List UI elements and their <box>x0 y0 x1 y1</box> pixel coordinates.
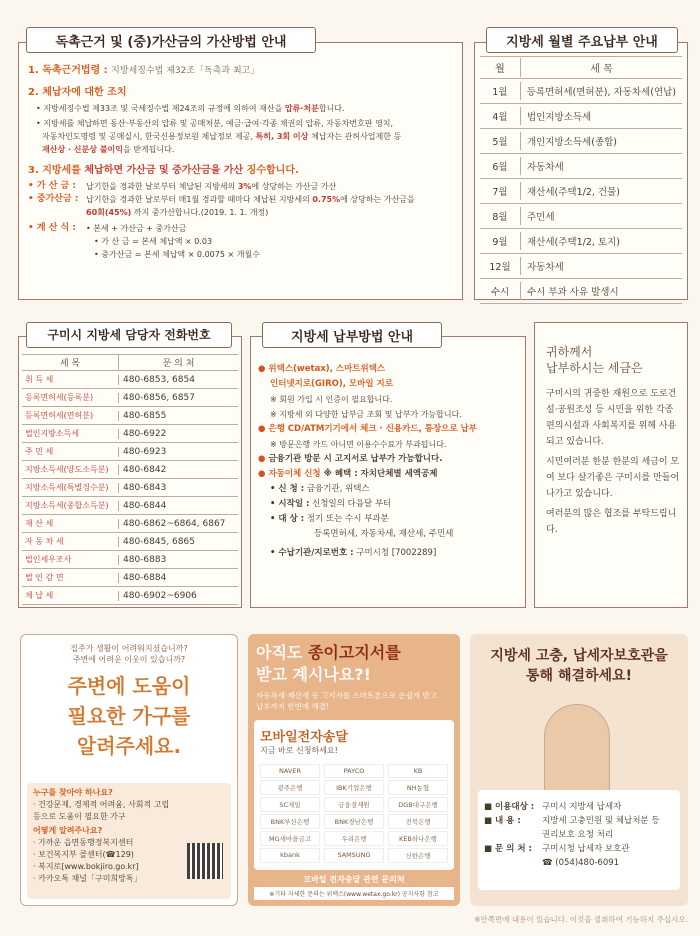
phone-tax-cell: 등록면허세(등록분) <box>25 393 94 402</box>
ad1-a2c: · 복지로[www.bokjiro.go.kr] <box>33 862 139 871</box>
b2l1: • 지방세를 체납하면 동산·부동산의 압류 및 공매처분, 예금·급여·각종 채권의 압류, 자동차번호판 영치, <box>36 119 394 128</box>
phone-number-cell: 480-6842 <box>118 465 238 475</box>
phone-col2: 문 의 처 <box>118 354 238 371</box>
s2k: • 시작일 : <box>270 499 310 509</box>
g1a: 납기한을 경과한 날로부터 체납된 지방세의 <box>86 182 238 191</box>
phone-col1: 세 목 <box>59 359 81 369</box>
phone-table <box>22 354 238 605</box>
ad2-inq: 모바일 전자송달 관련 문의처 <box>303 875 405 884</box>
bank-logo: BNK부산은행 <box>260 814 320 829</box>
monthly-row <box>480 129 682 154</box>
bank-logo: KB <box>388 764 448 778</box>
phone-row <box>22 461 238 479</box>
surcharge-title: 독촉근거 및 (중)가산금의 가산방법 안내 <box>26 27 316 53</box>
ad2-sub2: 납부까지 한번에 해결! <box>256 702 329 711</box>
monthly-title: 지방세 월별 주요납부 안내 <box>486 27 678 53</box>
phone-number-cell: 480-6853, 6854 <box>118 375 238 385</box>
phone-number-cell: 480-6845, 6865 <box>118 537 238 547</box>
pay-item-3: 금융기관 방문 시 고지서로 납부가 가능합니다. <box>268 454 443 464</box>
phone-number-cell: 480-6922 <box>118 429 238 439</box>
phone-row <box>22 497 238 515</box>
bank-logo: SC제일 <box>260 797 320 812</box>
phone-row <box>22 371 238 389</box>
formula-1: • 본세 + 가산금 + 중가산금 <box>86 224 187 233</box>
note-2: ※ 지방세 외 다양한 납부금 조회 및 납부가 가능합니다. <box>270 410 462 419</box>
s1k: • 신 청 : <box>270 484 305 494</box>
month-cell: 9월 <box>492 237 508 248</box>
ad1-q1: 누구를 찾아야 하나요? <box>33 788 113 797</box>
ad3-v2b: 권리보호 요청 처리 <box>542 830 614 840</box>
officer-illustration-icon <box>544 704 610 794</box>
note-1: ※ 회원 가입 시 인증이 필요합니다. <box>270 395 393 404</box>
ad2-foot: ※기타 자세한 문의는 위택스(www.wetax.go.kr) 공지사항 참고 <box>254 887 454 900</box>
bank-logo: kbank <box>260 848 320 863</box>
monthly-row <box>480 254 682 279</box>
bank-logo: 광주은행 <box>260 780 320 795</box>
ad1-a1b: 등으로 도움이 필요한 가구 <box>33 812 126 821</box>
ad3-v3b: ☎ (054)480-6091 <box>542 858 620 868</box>
b2l2b: 체납자는 관허사업제한 등 <box>311 132 402 141</box>
g1b: 에 상당하는 가산금 가산 <box>251 182 337 191</box>
hand-line-2: 납부하시는 세금은 <box>546 361 643 375</box>
msg-p1: 구미시의 귀중한 재원으로 도로건설·공원조성 등 시민을 위한 각종 편의시설과 사회복지를 위해 사용되고 있습니다. <box>546 389 677 447</box>
ad1-q2: 어떻게 알려주나요? <box>33 826 103 835</box>
tax-cell: 자동차세 <box>520 157 682 175</box>
ad1-big1: 주변에 도움이 <box>67 674 191 698</box>
ad1-top2: 주변에 어려운 이웃이 있습니까? <box>72 655 186 664</box>
phone-tax-cell: 등록면허세(면허분) <box>25 411 94 420</box>
phone-tax-cell: 재 산 세 <box>25 519 54 528</box>
phone-number-cell: 480-6855 <box>118 411 238 421</box>
ad2-h1a: 아직도 <box>256 643 308 662</box>
ad3-k1: ■ 이용대상 : <box>484 802 535 812</box>
g2a: 납기한을 경과한 날로부터 매1월 경과할 때마다 체납된 지방세의 <box>86 195 313 204</box>
phone-tax-cell: 법 인 감 면 <box>25 573 64 582</box>
month-cell: 7월 <box>492 187 508 198</box>
phone-row <box>22 569 238 587</box>
tax-cell: 재산세(주택1/2, 건물) <box>520 182 682 200</box>
monthly-row <box>480 204 682 229</box>
tax-cell: 수시 부과 사유 발생시 <box>520 282 682 300</box>
phone-row <box>22 407 238 425</box>
footer-note: ※안쪽면에 내용이 있습니다. 이것을 절취하여 기능하지 주십시오. <box>474 915 688 924</box>
month-cell: 12월 <box>489 262 511 273</box>
h3r1: 체납하면 가산금 및 중가산금을 가산 <box>84 165 244 176</box>
seizure-text: 압류·처분 <box>284 104 319 113</box>
bank-logo: DGB대구은행 <box>388 797 448 812</box>
s3k: • 대 상 : <box>270 514 305 524</box>
phone-tax-cell: 주 민 세 <box>25 447 54 456</box>
bank-logo: NH농협 <box>388 780 448 795</box>
bank-logo: PAYCO <box>324 764 384 778</box>
monthly-row <box>480 229 682 254</box>
tax-cell: 법인지방소득세 <box>520 107 682 125</box>
phone-tax-cell: 지방소득세(양도소득분) <box>25 465 109 474</box>
action-heading: 2. 체납자에 대한 조치 <box>28 87 127 98</box>
g3k: • 계 산 식 : <box>28 223 76 233</box>
phone-number-cell: 480-6844 <box>118 501 238 511</box>
bank-logo: MG새마을금고 <box>260 831 320 846</box>
month-cell: 6월 <box>492 162 508 173</box>
ad3-v2: 지방세 고충민원 및 체납처분 등 <box>542 816 660 826</box>
phone-number-cell: 480-6862~6864, 6867 <box>118 519 238 529</box>
ad1-a2d: · 카카오톡 채널「구미희망톡」 <box>33 874 142 883</box>
phone-number-cell: 480-6856, 6857 <box>118 393 238 403</box>
pay-item-1b: 인터넷지로(GIRO), 모바일 지로 <box>270 379 393 389</box>
bank-logo: 전북은행 <box>388 814 448 829</box>
phone-tax-cell: 체 납 세 <box>25 591 54 600</box>
ad2-sub1: 자동차세·재산세 등 고지서를 스마트폰으로 손쉽게 받고 <box>256 691 437 700</box>
phone-row <box>22 551 238 569</box>
phone-number-cell: 480-6923 <box>118 447 238 457</box>
g1r: 3% <box>237 182 252 191</box>
pay-item-1: 위택스(wetax), 스마트위택스 <box>268 364 386 374</box>
qr-code-icon <box>187 843 223 879</box>
ad3-v3: 구미시청 납세자 보호관 <box>542 844 630 854</box>
h3a: 3. 지방세를 <box>28 165 85 176</box>
bank-logo: BNK경남은행 <box>324 814 384 829</box>
month-col: 월 <box>495 64 505 75</box>
s4k: • 수납기관/지로번호 : <box>270 548 354 558</box>
monthly-row <box>480 104 682 129</box>
message-body <box>546 344 680 538</box>
month-cell: 1월 <box>492 87 508 98</box>
b1b: 합니다. <box>318 104 345 113</box>
ad3-k3: ■ 문 의 처 : <box>484 844 532 854</box>
s1v: 금융기관, 위택스 <box>306 484 370 494</box>
month-cell: 수시 <box>490 287 510 298</box>
legal-basis-value: 지방세징수법 제32조「독촉과 최고」 <box>111 66 260 76</box>
pay-item-4: 자동이체 신청 <box>268 469 321 479</box>
phone-row <box>22 533 238 551</box>
payment-title: 지방세 납부방법 안내 <box>262 322 442 348</box>
ad3-k2: ■ 내 용 : <box>484 816 521 826</box>
ad3-h2: 통해 해결하세요! <box>526 668 632 684</box>
pay-item-4b: ※ 혜택 : 자치단체별 세액공제 <box>323 469 438 479</box>
phone-number-cell: 480-6902~6906 <box>118 591 238 601</box>
note-3: ※ 방문은행 카드 아니면 이용수수료가 부과됩니다. <box>270 440 447 449</box>
ad3-v1: 구미시 지방세 납세자 <box>542 802 622 812</box>
tax-cell: 재산세(주택1/2, 토지) <box>520 232 682 250</box>
phone-title: 구미시 지방세 담당자 전화번호 <box>26 322 232 348</box>
legal-basis-label: 1. 독촉근거법령 : <box>28 65 108 76</box>
ad2-h1b: 종이고지서를 <box>307 643 401 662</box>
phone-row <box>22 587 238 605</box>
taxpayer-protection-ad <box>470 634 688 906</box>
phone-tax-cell: 취 득 세 <box>25 375 54 384</box>
bank-logo: 우리은행 <box>324 831 384 846</box>
s3v2: 등록면허세, 자동차세, 재산세, 주민세 <box>314 529 454 539</box>
ad1-a2b: · 보건복지부 콜센터(☎129) <box>33 850 134 859</box>
phone-row <box>22 389 238 407</box>
ad2-h2: 받고 계시나요?! <box>256 665 371 684</box>
b2l2: 자동차인도명령 및 공매실시, 한국신용정보원 체납정보 제공, <box>42 132 256 141</box>
formula-3: • 중가산금 = 본세 체납액 × 0.0075 × 개월수 <box>94 250 260 259</box>
phone-tax-cell: 자 동 차 세 <box>25 537 64 546</box>
b2r1: 특히, 3회 이상 <box>255 132 312 141</box>
month-cell: 8월 <box>492 212 508 223</box>
phone-tax-cell: 지방소득세(종합소득분) <box>25 501 109 510</box>
b2l3r: 재산상 · 신분상 불이익 <box>42 145 123 154</box>
formula-2: • 가 산 금 = 본세 체납액 × 0.03 <box>94 237 213 246</box>
g2c: 까지 중가산합니다.(2019. 1. 1. 개정) <box>131 208 269 217</box>
bank-logo: KEB하나은행 <box>388 831 448 846</box>
s2v: 신청일의 다음달 부터 <box>312 499 392 509</box>
bank-logo: 금융결제원 <box>324 797 384 812</box>
g2r: 0.75% <box>312 195 341 204</box>
g2k: • 중가산금 : <box>28 194 79 204</box>
g2r2: 60회(45%) <box>86 208 132 217</box>
tax-cell: 개인지방소득세(종합) <box>520 132 682 150</box>
ad2-mob: 모바일전자송달 <box>260 730 348 745</box>
ad1-big3: 알려주세요. <box>76 734 182 758</box>
monthly-row <box>480 154 682 179</box>
phone-tax-cell: 법인세우조사 <box>25 555 72 564</box>
tax-cell: 주민세 <box>520 207 682 225</box>
tax-cell: 등록면허세(면허분), 자동차세(연납) <box>520 82 682 100</box>
ad1-a1: · 건강문제, 경제적 어려움, 사회적 고립 <box>33 800 170 809</box>
h3b: 징수합니다. <box>243 165 299 176</box>
s3v: 정기 또는 수시 부과분 <box>306 514 389 524</box>
monthly-row <box>480 79 682 104</box>
phone-row <box>22 515 238 533</box>
ad1-big2: 필요한 가구를 <box>67 704 191 728</box>
surcharge-body <box>28 64 458 261</box>
monthly-row <box>480 279 682 304</box>
g1k: • 가 산 금 : <box>28 181 76 191</box>
phone-number-cell: 480-6843 <box>118 483 238 493</box>
ad2-mobsub: 지금 바로 신청하세요! <box>260 746 338 755</box>
pay-item-2: 은행 CD/ATM기기에서 체크 · 신용카드, 통장으로 납부 <box>268 424 477 434</box>
phone-row <box>22 479 238 497</box>
ad1-top1: 집주가 생활이 어려워지셨습니까? <box>70 644 188 653</box>
phone-tax-cell: 법인지방소득세 <box>25 429 80 438</box>
tax-cell: 자동차세 <box>520 257 682 275</box>
payment-body: ● 위택스(wetax), 스마트위택스 인터넷지로(GIRO), 모바일 지로 ※ 회원 가입 시 인증이 필요합니다. ※ 지방세 외 다양한 납부금 조회 및 납부가 가능합니다. ● 은행 CD/ATM기기에서 체크 · 신용카드, 통장으로 납부 ※ 방문은행 카드 아니면 이용수수료가 부과됩니다. ● 금융기관 방문 시 고지서로 납부가 가능합니다. ● 자동이체 신청 ※ 혜택 : 자치단체별 세액공제 • 신 청 : 금융기관, 위택스 • 시작일 : 신청일의 다음달 부터 • 대 상 : 정기 또는 수시 부과분 등록면허세, 자동차세, 재산세, 주민세 • 수납기관/지로번호 : 구미시청 [7002289] <box>258 362 524 561</box>
bank-logo: NAVER <box>260 764 320 778</box>
phone-number-cell: 480-6884 <box>118 573 238 583</box>
tax-col: 세 목 <box>520 58 682 77</box>
ad3-h1: 지방세 고충, 납세자보호관을 <box>490 648 668 664</box>
b2l3: 을 받게됩니다. <box>122 145 175 154</box>
bank-logo: 신한은행 <box>388 848 448 863</box>
hand-line-1: 귀하께서 <box>546 345 593 359</box>
g2b: 에 상당하는 가산금을 <box>340 195 415 204</box>
monthly-row <box>480 179 682 204</box>
bank-logos <box>260 764 448 863</box>
phone-number-cell: 480-6883 <box>118 555 238 565</box>
msg-p2: 시민여러분 한분 한분의 세금이 모여 보다 살기좋은 구미시를 만들어 나가고 있습니다. <box>546 457 680 499</box>
welfare-ad <box>20 634 238 906</box>
ad1-a2a: · 가까운 읍면동행정복지센터 <box>33 838 134 847</box>
monthly-table <box>480 56 682 304</box>
b1a: • 지방세징수법 제33조 및 국세징수법 제24조의 규정에 의하여 재산을 <box>36 104 285 113</box>
bank-logo: SAMSUNG <box>324 848 384 863</box>
month-cell: 5월 <box>492 137 508 148</box>
phone-row <box>22 425 238 443</box>
phone-row <box>22 443 238 461</box>
e-delivery-ad <box>248 634 460 906</box>
bank-logo: IBK기업은행 <box>324 780 384 795</box>
s4v: 구미시청 [7002289] <box>356 548 437 558</box>
msg-p3: 여러분의 많은 협조를 부탁드립니다. <box>546 509 677 535</box>
month-cell: 4월 <box>492 112 508 123</box>
phone-tax-cell: 지방소득세(특별징수분) <box>25 483 109 492</box>
